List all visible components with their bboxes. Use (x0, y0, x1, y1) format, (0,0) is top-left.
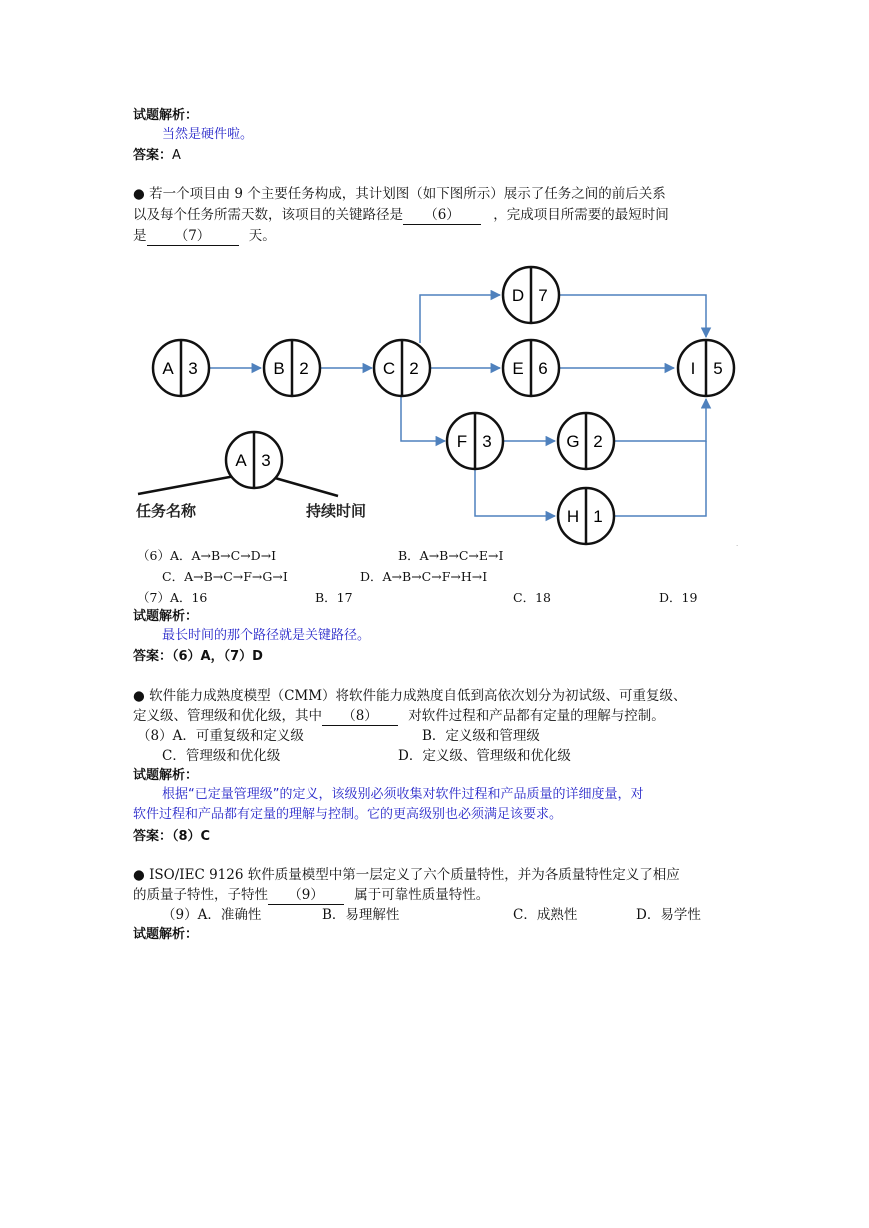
node-task-name: F (456, 432, 468, 451)
option-6b: B．A→B→C→E→I (398, 548, 504, 563)
option-6d: D．A→B→C→F→H→I (360, 569, 488, 584)
node-duration: 6 (538, 359, 548, 378)
task-node-a (153, 340, 209, 396)
option-9d: D．易学性 (636, 907, 701, 923)
bullet: ● (133, 867, 145, 883)
node-task-name: B (273, 359, 285, 378)
option-prefix: （9） (162, 907, 198, 923)
stem-text: 属于可靠性质量特性。 (354, 887, 490, 903)
option-8b: B．定义级和管理级 (422, 728, 540, 744)
option-9b: B．易理解性 (322, 907, 400, 923)
option-7d: D．19 (659, 590, 698, 605)
question-9-stem-line-1 (133, 865, 680, 885)
node-duration: 2 (409, 359, 419, 378)
node-task-name: G (566, 432, 580, 451)
svg-text:.: . (736, 539, 739, 548)
edge-c-f (401, 396, 445, 441)
node-duration: 3 (188, 359, 198, 378)
bullet: ● (133, 186, 145, 202)
stem-text: ISO/IEC 9126 软件质量模型中第一层定义了六个质量特性，并为各质量特性定义了相应 (149, 867, 680, 883)
answer-line (133, 646, 263, 667)
analysis-label: 试题解析： (133, 609, 199, 624)
analysis-text: 当然是硬件啦。 (162, 127, 254, 142)
stem-text: 定义级、管理级和优化级，其中 (133, 708, 322, 724)
answer-value: （8）C (172, 829, 211, 844)
edge-f-h (475, 469, 555, 516)
task-node-d (503, 267, 559, 323)
task-node-h (558, 488, 614, 544)
node-task-name: H (566, 507, 580, 526)
option-8a: A．可重复级和定义级 (172, 728, 304, 744)
question-9-stem-line-2 (133, 885, 489, 905)
options-6-row-1 (137, 546, 276, 566)
node-task-name: A (162, 359, 174, 378)
answer-label: 答案： (133, 829, 173, 844)
options-8-row-1 (137, 726, 304, 746)
node-task-name: C (382, 359, 396, 378)
bullet: ● (133, 688, 145, 704)
stem-text: 以及每个任务所需天数，该项目的关键路径是 (133, 207, 403, 223)
node-task-name: I (690, 359, 696, 378)
question-8-stem-line-1 (133, 686, 687, 706)
node-duration: 2 (593, 432, 603, 451)
analysis-text: 最长时间的那个路径就是关键路径。 (162, 628, 371, 643)
edge-h-i (614, 441, 706, 516)
node-task-name: E (512, 359, 524, 378)
answer-label: 答案： (133, 148, 173, 163)
legend-pointer-duration (268, 476, 338, 496)
legend-duration-label: 持续时间 (306, 503, 367, 520)
option-7b: B．17 (315, 590, 353, 605)
node-duration: 2 (299, 359, 309, 378)
stem-text: 软件能力成熟度模型（CMM）将软件能力成熟度自低到高依次划分为初试级、可重复级、 (149, 688, 687, 704)
legend (136, 432, 366, 520)
node-duration: 5 (713, 359, 723, 378)
option-prefix: （8） (137, 728, 173, 744)
task-node-i (678, 340, 734, 396)
task-node-f (447, 413, 503, 469)
task-network-diagram (0, 0, 869, 560)
task-node-c (374, 340, 430, 396)
analysis-label: 试题解析： (133, 768, 199, 783)
edges (209, 295, 706, 516)
stem-text: 若一个项目由 9 个主要任务构成，其计划图（如下图所示）展示了任务之间的前后关系 (149, 186, 666, 202)
answer-label: 答案： (133, 649, 173, 664)
answer-line (133, 826, 210, 847)
node-duration: 7 (538, 286, 548, 305)
task-node-b (264, 340, 320, 396)
stem-text: 的质量子特性，子特性 (133, 887, 268, 903)
stem-text: 天。 (248, 228, 276, 244)
option-8c: C．管理级和优化级 (162, 748, 281, 764)
task-node-g (558, 413, 614, 469)
stem-text: 对软件过程和产品都有定量的理解与控制。 (408, 708, 665, 724)
option-9a: A．准确性 (197, 907, 262, 923)
analysis-text-line-2: 软件过程和产品都有定量的理解与控制。它的更高级别也必须满足该要求。 (133, 807, 563, 822)
stem-text: 是 (133, 228, 147, 244)
analysis-label: 试题解析： (133, 927, 199, 942)
analysis-text-line-1: 根据“已定量管理级”的定义，该级别必须收集对软件过程和产品质量的详细度量，对 (162, 787, 644, 802)
answer-value: A (172, 148, 181, 163)
legend-node-name: A (235, 451, 247, 470)
node-task-name: D (511, 286, 525, 305)
stem-text: ，完成项目所需要的最短时间 (493, 207, 669, 223)
option-7c: C．18 (513, 590, 551, 605)
legend-pointer-task (138, 476, 235, 494)
options-9-row-1 (162, 905, 261, 925)
edge-c-d (420, 295, 500, 343)
option-6a: A．A→B→C→D→I (169, 548, 277, 563)
node-duration: 1 (593, 507, 603, 526)
blank-6: （6） (403, 207, 481, 225)
blank-8: （8） (322, 708, 398, 726)
legend-node-days: 3 (261, 451, 271, 470)
options-7-row (137, 588, 207, 608)
edge-g-i (614, 399, 706, 441)
blank-7: （7） (147, 228, 239, 246)
option-prefix: （7） (137, 590, 170, 605)
option-7a: A．16 (169, 590, 208, 605)
node-duration: 3 (482, 432, 492, 451)
blank-9: （9） (268, 887, 344, 905)
question-8-stem-line-2 (133, 706, 665, 726)
legend-task-label: 任务名称 (136, 503, 197, 520)
option-9c: C．成熟性 (513, 907, 578, 923)
task-node-e (503, 340, 559, 396)
option-8d: D．定义级、管理级和优化级 (398, 748, 571, 764)
nodes (153, 267, 734, 544)
option-6c: C．A→B→C→F→G→I (162, 569, 288, 584)
analysis-label: 试题解析： (133, 108, 199, 123)
answer-value: （6）A，（7）D (172, 649, 263, 664)
edge-d-i (560, 295, 706, 337)
option-prefix: （6） (137, 548, 170, 563)
